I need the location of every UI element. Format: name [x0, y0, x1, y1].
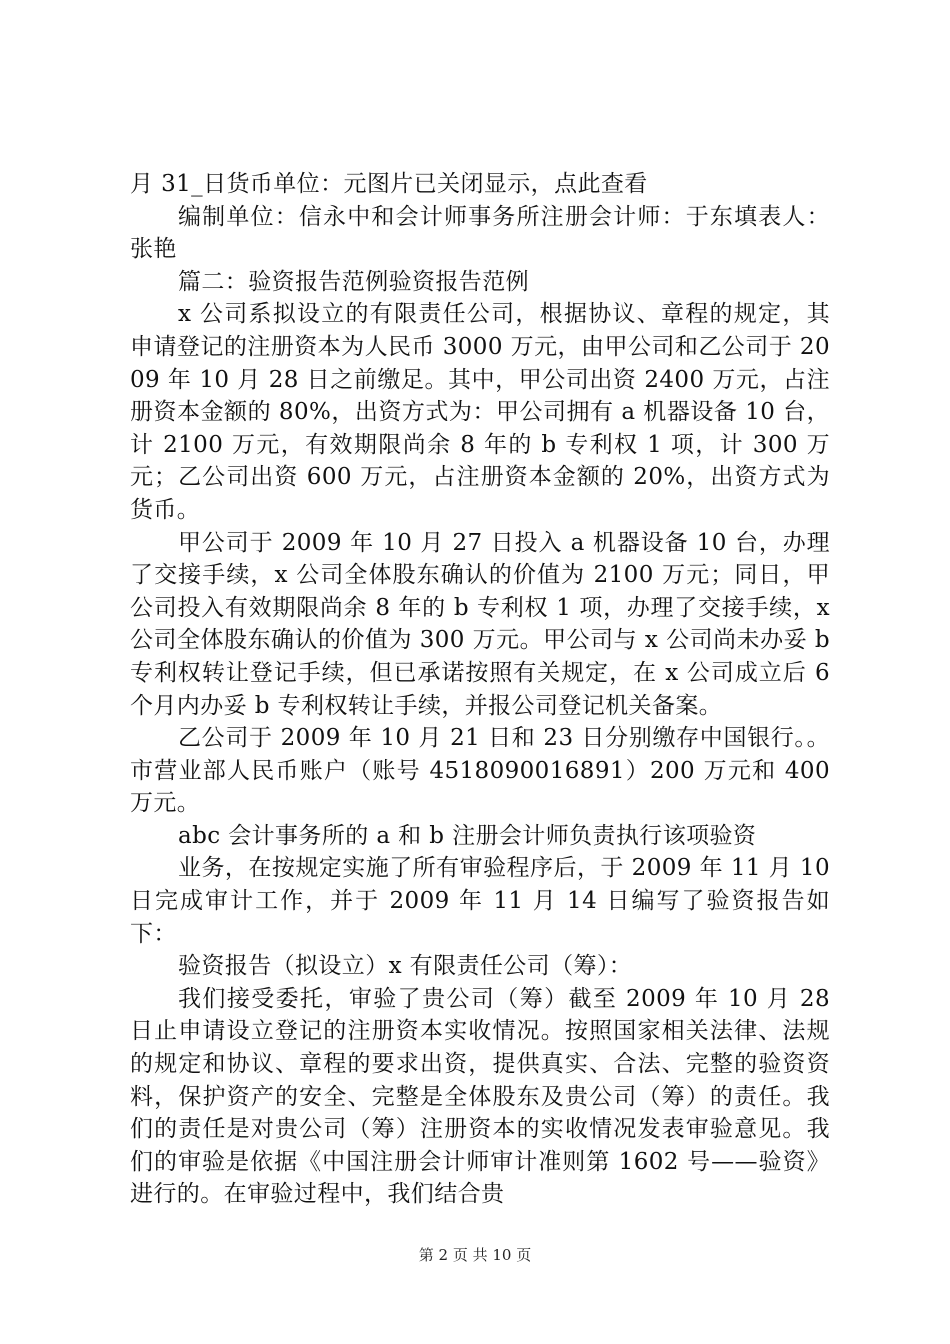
page-footer: 第 2 页 共 10 页 [418, 1246, 532, 1264]
paragraph-report-body: 我们接受委托，审验了贵公司（筹）截至 2009 年 10 月 28 日止申请设立登记的注册资本实收情况。按照国家相关法律、法规的规定和协议、章程的要求出资，提供真实、合法、完整的验资资料，保护资产的安全、完整是全体股东及贵公司（筹）的责任。我们的责任是对贵公司（筹）注册资本的实收情况发表审验意见。我们的审验是依据《中国注册会计师审计准则第 1602 号——验资》进行的。在审验过程中，我们结合贵 [130, 985, 838, 1208]
paragraph-compiler-info: 编制单位：信永中和会计师事务所注册会计师：于东填表人：张艳 [130, 203, 830, 263]
document-body [130, 168, 838, 1211]
paragraph-accounting-firm: abc 会计事务所的 a 和 b 注册会计师负责执行该项验资 [178, 822, 757, 849]
paragraph-audit-work: 业务，在按规定实施了所有审验程序后，于 2009 年 11 月 10 日完成审计工作，并于 2009 年 11 月 14 日编写了验资报告如下： [130, 855, 838, 947]
paragraph-report-heading: 验资报告（拟设立）x 有限责任公司（筹）： [178, 953, 633, 980]
paragraph-section-title: 篇二：验资报告范例验资报告范例 [178, 268, 529, 295]
paragraph-company-b-deposit: 乙公司于 2009 年 10 月 21 日和 23 日分别缴存中国银行。。市营业部人民币账户（账号 4518090016891）200 万元和 400 万元。 [130, 725, 838, 817]
paragraph-continuation: 月 31_日货币单位：元图片已关闭显示，点此查看 [130, 171, 648, 197]
paragraph-company-a-investment: 甲公司于 2009 年 10 月 27 日投入 a 机器设备 10 台，办理了交接手续，x 公司全体股东确认的价值为 2100 万元；同日，甲公司投入有效期限尚余 8 年的 b 专利权 1 项，办理了交接手续，x 公司全体股东确认的价值为 300 万元。甲公司与 x 公司尚未办妥 b 专利权转让登记手续，但已承诺按照有关规定，在 x 公司成立后 6 个月内办妥 b 专利权转让手续，并报公司登记机关备案。 [130, 529, 838, 719]
paragraph-company-background: x 公司系拟设立的有限责任公司，根据协议、章程的规定，其申请登记的注册资本为人民币 3000 万元，由甲公司和乙公司于 2009 年 10 月 28 日之前缴足。其中，甲公司出资 2400 万元，占注册资本金额的 80%，出资方式为：甲公司拥有 a 机器设备 10 台，计 2100 万元，有效期限尚余 8 年的 b 专利权 1 项，计 300 万元；乙公司出资 600 万元，占注册资本金额的 20%，出资方式为货币。 [130, 301, 830, 523]
